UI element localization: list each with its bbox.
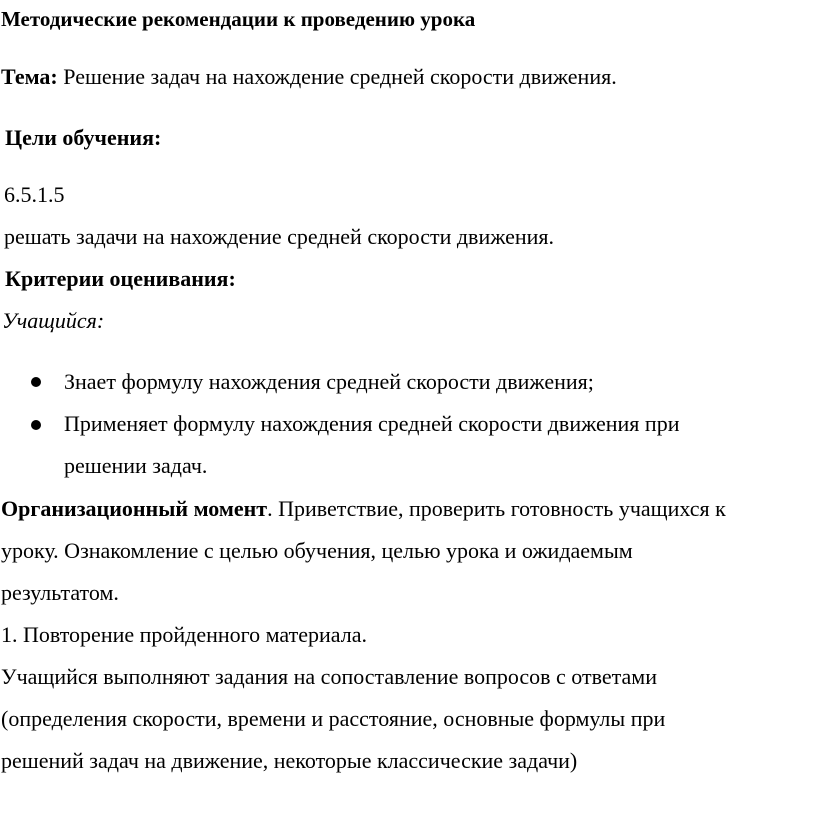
bullet-icon xyxy=(31,420,41,430)
topic-label: Тема: xyxy=(1,64,58,89)
goal-code: 6.5.1.5 xyxy=(4,182,65,207)
topic-line xyxy=(1,64,617,90)
goals-heading: Цели обучения: xyxy=(5,125,162,150)
org-moment-text: . Приветствие, проверить готовность учащихся к xyxy=(267,496,726,521)
paragraph-line-2: (определения скорости, времени и расстояние, основные формулы при xyxy=(1,706,666,731)
topic-text: Решение задач на нахождение средней скорости движения. xyxy=(57,64,617,89)
org-moment-line-2: уроку. Ознакомление с целью обучения, целью урока и ожидаемым xyxy=(1,538,633,563)
student-label: Учащийся: xyxy=(2,308,105,333)
goal-text: решать задачи на нахождение средней скорости движения. xyxy=(4,224,555,249)
criteria-item-text: Применяет формулу нахождения средней скорости движения при xyxy=(64,411,680,436)
paragraph-line-1: Учащийся выполняют задания на сопоставление вопросов с ответами xyxy=(1,664,657,689)
bullet-icon xyxy=(31,377,41,387)
org-moment-line xyxy=(1,496,726,522)
paragraph-line-3: решений задач на движение, некоторые классические задачи) xyxy=(1,748,578,773)
criteria-heading: Критерии оценивания: xyxy=(5,266,236,291)
document-title: Методические рекомендации к проведению урока xyxy=(1,7,476,31)
step-1-heading: 1. Повторение пройденного материала. xyxy=(1,622,367,647)
criteria-item-text: Знает формулу нахождения средней скорости движения; xyxy=(64,369,594,394)
criteria-item-text-continued: решении задач. xyxy=(64,453,208,478)
org-moment-label: Организационный момент xyxy=(1,496,268,521)
org-moment-line-3: результатом. xyxy=(1,580,119,605)
